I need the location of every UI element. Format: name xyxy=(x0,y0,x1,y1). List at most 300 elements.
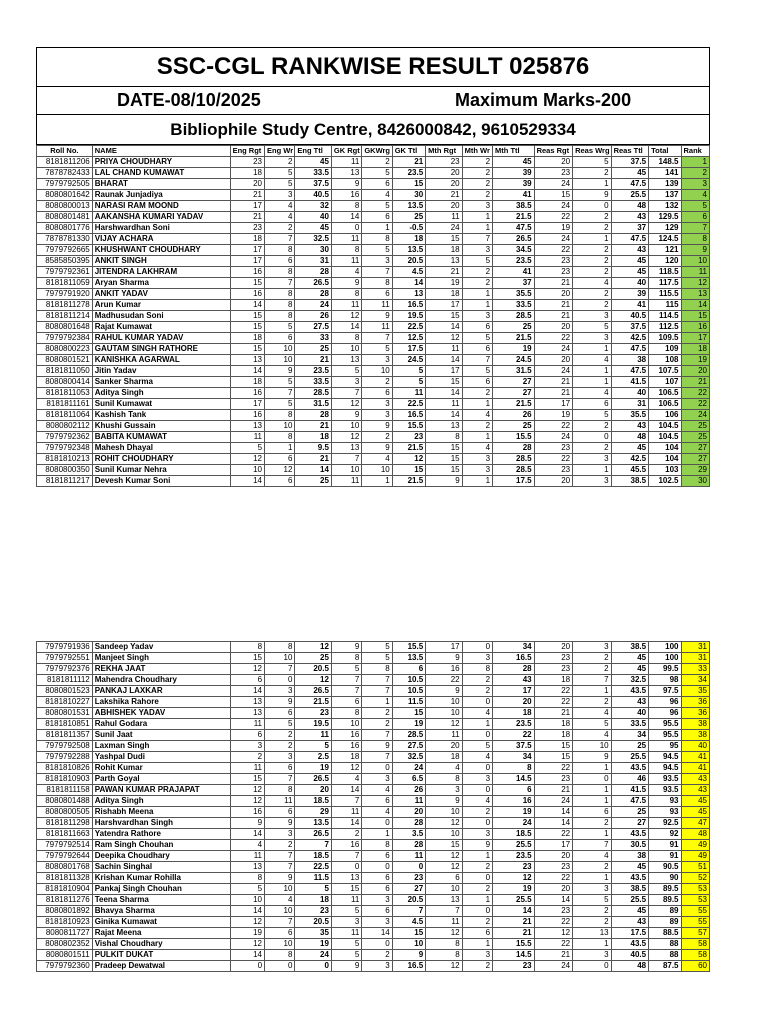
score-cell: 20.5 xyxy=(295,917,331,928)
score-cell: 3 xyxy=(462,653,492,664)
score-cell: 5 xyxy=(295,884,331,895)
score-cell: 89.5 xyxy=(649,895,681,906)
score-cell: 2 xyxy=(462,686,492,697)
score-cell: 7 xyxy=(265,851,295,862)
score-cell: 24.5 xyxy=(493,355,535,366)
roll-number-cell: 8080801642 xyxy=(37,190,93,201)
table-row xyxy=(37,961,710,972)
score-cell: 24 xyxy=(534,234,573,245)
score-cell: 7 xyxy=(426,906,462,917)
score-cell: 43.5 xyxy=(611,686,649,697)
score-cell: 8 xyxy=(265,432,295,443)
score-cell: 37 xyxy=(493,278,535,289)
score-cell: 24 xyxy=(534,796,573,807)
score-cell: 10 xyxy=(426,708,462,719)
score-cell: 104.5 xyxy=(649,432,681,443)
score-cell: 28 xyxy=(493,443,535,454)
rank-cell: 41 xyxy=(681,752,709,763)
score-cell: 3 xyxy=(362,399,392,410)
score-cell: 13 xyxy=(331,443,361,454)
score-cell: 16 xyxy=(230,267,264,278)
table-row xyxy=(37,399,710,410)
score-cell: 12 xyxy=(426,719,462,730)
score-cell: 48 xyxy=(611,201,649,212)
score-cell: 0 xyxy=(573,961,612,972)
roll-number-cell: 8080800013 xyxy=(37,201,93,212)
score-cell: 23.5 xyxy=(493,719,535,730)
score-cell: 2 xyxy=(362,377,392,388)
rank-cell: 43 xyxy=(681,785,709,796)
score-cell: 37.5 xyxy=(295,179,331,190)
score-cell: 3 xyxy=(265,686,295,697)
score-cell: 15.5 xyxy=(392,642,425,653)
score-cell: 3 xyxy=(362,895,392,906)
score-cell: 23.5 xyxy=(493,851,535,862)
score-cell: 21.5 xyxy=(493,399,535,410)
score-cell: 22 xyxy=(534,829,573,840)
score-cell: 1 xyxy=(362,829,392,840)
score-cell: 8 xyxy=(493,763,535,774)
score-cell: 14 xyxy=(426,322,462,333)
score-cell: 6 xyxy=(265,807,295,818)
rank-cell: 48 xyxy=(681,829,709,840)
table-row xyxy=(37,917,710,928)
score-cell: 10 xyxy=(331,465,361,476)
score-cell: 43 xyxy=(611,421,649,432)
rank-cell: 36 xyxy=(681,708,709,719)
score-cell: 24 xyxy=(392,763,425,774)
score-cell: 40.5 xyxy=(611,311,649,322)
score-cell: 43.5 xyxy=(611,763,649,774)
table-row xyxy=(37,840,710,851)
score-cell: 25 xyxy=(295,344,331,355)
score-cell: 33.5 xyxy=(295,168,331,179)
score-cell: 2 xyxy=(573,256,612,267)
table-row xyxy=(37,333,710,344)
score-cell: 16 xyxy=(331,190,361,201)
table-row xyxy=(37,300,710,311)
score-cell: 2 xyxy=(462,862,492,873)
score-cell: 22 xyxy=(534,212,573,223)
score-cell: 19.5 xyxy=(295,719,331,730)
score-cell: 7 xyxy=(265,917,295,928)
name-cell: Rahul Godara xyxy=(92,719,230,730)
score-cell: 5 xyxy=(462,366,492,377)
score-cell: 3 xyxy=(462,201,492,212)
score-cell: 16 xyxy=(331,730,361,741)
score-cell: 93 xyxy=(649,807,681,818)
roll-number-cell: 8181810826 xyxy=(37,763,93,774)
table-row xyxy=(37,201,710,212)
score-cell: 5 xyxy=(462,333,492,344)
score-cell: 2 xyxy=(573,267,612,278)
score-cell: 3 xyxy=(362,774,392,785)
rank-cell: 22 xyxy=(681,399,709,410)
score-cell: 8 xyxy=(265,950,295,961)
score-cell: 23 xyxy=(230,223,264,234)
score-cell: 5 xyxy=(331,939,361,950)
score-cell: 1 xyxy=(362,476,392,487)
score-cell: 4 xyxy=(265,212,295,223)
score-cell: 26.5 xyxy=(493,234,535,245)
score-cell: 7 xyxy=(362,267,392,278)
score-cell: 12 xyxy=(426,818,462,829)
score-cell: 6 xyxy=(362,873,392,884)
score-cell: 14 xyxy=(331,785,361,796)
rank-cell: 49 xyxy=(681,840,709,851)
score-cell: 12 xyxy=(230,939,264,950)
score-cell: 25 xyxy=(493,421,535,432)
rank-cell: 27 xyxy=(681,454,709,465)
result-sheet xyxy=(36,47,710,487)
roll-number-cell: 8181811276 xyxy=(37,895,93,906)
score-cell: 5 xyxy=(362,344,392,355)
score-cell: 7 xyxy=(331,851,361,862)
score-cell: 23 xyxy=(534,862,573,873)
score-cell: 11.5 xyxy=(392,697,425,708)
score-cell: 21 xyxy=(230,190,264,201)
score-cell: 8 xyxy=(230,873,264,884)
score-cell: 6 xyxy=(362,212,392,223)
name-cell: Vishal Choudhary xyxy=(92,939,230,950)
score-cell: 14.5 xyxy=(493,950,535,961)
score-cell: 16 xyxy=(230,807,264,818)
score-cell: 14 xyxy=(295,465,331,476)
score-cell: 8 xyxy=(331,653,361,664)
score-cell: 20.5 xyxy=(295,664,331,675)
score-cell: 7 xyxy=(331,796,361,807)
score-cell: 12 xyxy=(230,454,264,465)
score-cell: 47.5 xyxy=(611,179,649,190)
score-cell: 4 xyxy=(362,785,392,796)
rank-cell: 51 xyxy=(681,862,709,873)
score-cell: 45 xyxy=(611,168,649,179)
score-cell: 11 xyxy=(331,928,361,939)
score-cell: 87.5 xyxy=(649,961,681,972)
score-cell: 11 xyxy=(230,432,264,443)
score-cell: 3 xyxy=(573,311,612,322)
name-cell: PANKAJ LAXKAR xyxy=(92,686,230,697)
score-cell: 20 xyxy=(534,355,573,366)
rank-cell: 30 xyxy=(681,476,709,487)
score-cell: 40 xyxy=(611,278,649,289)
roll-number-cell: 8080801511 xyxy=(37,950,93,961)
name-cell: ROHIT CHOUDHARY xyxy=(92,454,230,465)
score-cell: 137 xyxy=(649,190,681,201)
score-cell: 20 xyxy=(534,157,573,168)
rank-cell: 17 xyxy=(681,333,709,344)
roll-number-cell: 8181811278 xyxy=(37,300,93,311)
score-cell: 98 xyxy=(649,675,681,686)
score-cell: 4.5 xyxy=(392,917,425,928)
score-cell: 23 xyxy=(534,774,573,785)
score-cell: 47.5 xyxy=(493,223,535,234)
rank-cell: 41 xyxy=(681,763,709,774)
score-cell: 12 xyxy=(295,642,331,653)
roll-number-cell: 7979792362 xyxy=(37,432,93,443)
score-cell: 13 xyxy=(426,895,462,906)
score-cell: 0 xyxy=(462,785,492,796)
score-cell: 1 xyxy=(462,399,492,410)
table-row xyxy=(37,829,710,840)
score-cell: 6 xyxy=(362,179,392,190)
name-cell: VIJAY ACHARA xyxy=(92,234,230,245)
score-cell: 4 xyxy=(462,443,492,454)
rank-cell: 29 xyxy=(681,465,709,476)
score-cell: 13 xyxy=(573,928,612,939)
score-cell: 27 xyxy=(493,388,535,399)
name-cell: KANISHKA AGARWAL xyxy=(92,355,230,366)
score-cell: 1 xyxy=(462,895,492,906)
rank-cell: 11 xyxy=(681,267,709,278)
roll-number-cell: 8181811161 xyxy=(37,399,93,410)
score-cell: 2 xyxy=(462,168,492,179)
table-row xyxy=(37,873,710,884)
score-cell: 9 xyxy=(230,818,264,829)
score-cell: 120 xyxy=(649,256,681,267)
score-cell: 4 xyxy=(573,708,612,719)
score-cell: 148.5 xyxy=(649,157,681,168)
score-cell: 21 xyxy=(534,785,573,796)
score-cell: 25 xyxy=(611,807,649,818)
score-cell: 22 xyxy=(493,730,535,741)
score-cell: 12 xyxy=(230,796,264,807)
score-cell: 45 xyxy=(611,906,649,917)
score-cell: 23 xyxy=(534,256,573,267)
score-cell: 19 xyxy=(493,807,535,818)
roll-number-cell: 8080800505 xyxy=(37,807,93,818)
roll-number-cell: 8585850395 xyxy=(37,256,93,267)
score-cell: 11 xyxy=(426,730,462,741)
score-cell: 13.5 xyxy=(392,245,425,256)
score-cell: 23 xyxy=(534,465,573,476)
score-cell: 7 xyxy=(265,388,295,399)
score-cell: 3 xyxy=(362,256,392,267)
name-cell: Rohit Kumar xyxy=(92,763,230,774)
score-cell: 2 xyxy=(362,432,392,443)
score-cell: 14 xyxy=(534,818,573,829)
name-cell: AAKANSHA KUMARI YADAV xyxy=(92,212,230,223)
rank-cell: 31 xyxy=(681,653,709,664)
rank-cell: 38 xyxy=(681,730,709,741)
score-cell: 12 xyxy=(331,399,361,410)
name-cell: PAWAN KUMAR PRAJAPAT xyxy=(92,785,230,796)
score-cell: 15 xyxy=(426,465,462,476)
score-cell: 4 xyxy=(462,708,492,719)
score-cell: 5 xyxy=(573,157,612,168)
roll-number-cell: 7979792384 xyxy=(37,333,93,344)
roll-number-cell: 8181811064 xyxy=(37,410,93,421)
score-cell: 13 xyxy=(331,355,361,366)
score-cell: 1 xyxy=(573,829,612,840)
score-cell: 11 xyxy=(331,256,361,267)
score-cell: 35 xyxy=(295,928,331,939)
score-cell: 6 xyxy=(573,807,612,818)
roll-number-cell: 7979792376 xyxy=(37,664,93,675)
score-cell: 117.5 xyxy=(649,278,681,289)
score-cell: 0 xyxy=(462,697,492,708)
roll-number-cell: 8181811059 xyxy=(37,278,93,289)
score-cell: 6 xyxy=(265,476,295,487)
score-cell: 3 xyxy=(426,785,462,796)
roll-number-cell: 8181810227 xyxy=(37,697,93,708)
score-cell: 12 xyxy=(493,873,535,884)
score-cell: 7 xyxy=(462,355,492,366)
name-cell: KHUSHWANT CHOUDHARY xyxy=(92,245,230,256)
score-cell: 93.5 xyxy=(649,785,681,796)
column-header: Reas Wrg xyxy=(573,146,612,157)
score-cell: 106.5 xyxy=(649,388,681,399)
score-cell: 35.5 xyxy=(611,410,649,421)
score-cell: 16 xyxy=(426,664,462,675)
rank-cell: 35 xyxy=(681,686,709,697)
score-cell: 1 xyxy=(573,234,612,245)
score-cell: 15 xyxy=(392,928,425,939)
table-row xyxy=(37,851,710,862)
score-cell: 46 xyxy=(611,774,649,785)
table-row xyxy=(37,664,710,675)
score-cell: 90.5 xyxy=(649,862,681,873)
score-cell: 34.5 xyxy=(493,245,535,256)
score-cell: 8 xyxy=(362,278,392,289)
column-header: Reas Ttl xyxy=(611,146,649,157)
score-cell: 3 xyxy=(573,884,612,895)
score-cell: 17 xyxy=(230,256,264,267)
score-cell: 7 xyxy=(573,675,612,686)
score-cell: 12 xyxy=(230,664,264,675)
score-cell: 129.5 xyxy=(649,212,681,223)
score-cell: 23 xyxy=(534,168,573,179)
score-cell: 10 xyxy=(426,884,462,895)
roll-number-cell: 8181811053 xyxy=(37,388,93,399)
score-cell: 24 xyxy=(534,961,573,972)
score-cell: 25 xyxy=(295,653,331,664)
score-cell: 6 xyxy=(265,333,295,344)
score-cell: 2 xyxy=(573,664,612,675)
score-cell: 11 xyxy=(331,300,361,311)
score-cell: 45 xyxy=(611,267,649,278)
score-cell: 5 xyxy=(331,664,361,675)
score-cell: 1 xyxy=(462,289,492,300)
score-cell: 6 xyxy=(462,322,492,333)
rank-cell: 3 xyxy=(681,179,709,190)
table-row xyxy=(37,245,710,256)
score-cell: 18 xyxy=(426,289,462,300)
name-cell: Laxman Singh xyxy=(92,741,230,752)
score-cell: 14.5 xyxy=(493,774,535,785)
score-cell: 11.5 xyxy=(295,873,331,884)
roll-number-cell: 7979791936 xyxy=(37,642,93,653)
score-cell: 1 xyxy=(462,719,492,730)
score-cell: 8 xyxy=(426,950,462,961)
score-cell: 2 xyxy=(573,300,612,311)
score-cell: 11 xyxy=(230,851,264,862)
score-cell: 5 xyxy=(265,168,295,179)
score-cell: 45 xyxy=(611,664,649,675)
score-cell: 20 xyxy=(534,851,573,862)
rank-cell: 53 xyxy=(681,895,709,906)
score-cell: 1 xyxy=(362,223,392,234)
score-cell: 1 xyxy=(573,377,612,388)
name-cell: Sachin Singhal xyxy=(92,862,230,873)
name-cell: GAUTAM SINGH RATHORE xyxy=(92,344,230,355)
score-cell: 9 xyxy=(331,179,361,190)
score-cell: 2 xyxy=(573,245,612,256)
score-cell: 14 xyxy=(230,686,264,697)
score-cell: 11 xyxy=(331,157,361,168)
name-cell: Raunak Junjadiya xyxy=(92,190,230,201)
score-cell: 22 xyxy=(534,245,573,256)
name-cell: Yatendra Rathore xyxy=(92,829,230,840)
score-cell: 19.5 xyxy=(392,311,425,322)
score-cell: 25 xyxy=(392,212,425,223)
table-row xyxy=(37,454,710,465)
score-cell: 6 xyxy=(230,730,264,741)
column-header: GK Ttl xyxy=(392,146,425,157)
column-header: Mth Rgt xyxy=(426,146,462,157)
score-cell: 19 xyxy=(534,223,573,234)
score-cell: 41.5 xyxy=(611,785,649,796)
score-cell: 0 xyxy=(265,961,295,972)
score-cell: 15.5 xyxy=(493,432,535,443)
score-cell: 12 xyxy=(426,862,462,873)
score-cell: 2 xyxy=(462,884,492,895)
score-cell: 1 xyxy=(573,939,612,950)
score-cell: 132 xyxy=(649,201,681,212)
rank-cell: 45 xyxy=(681,796,709,807)
name-cell: Aditya Singh xyxy=(92,388,230,399)
name-cell: Rajat Meena xyxy=(92,928,230,939)
score-cell: 22 xyxy=(534,421,573,432)
score-cell: 0 xyxy=(362,862,392,873)
score-cell: 6 xyxy=(462,344,492,355)
score-cell: 0 xyxy=(362,818,392,829)
table-row xyxy=(37,366,710,377)
score-cell: 24 xyxy=(295,950,331,961)
score-cell: 2 xyxy=(462,807,492,818)
score-cell: 19 xyxy=(230,928,264,939)
score-cell: 6 xyxy=(331,697,361,708)
score-cell: 18 xyxy=(534,730,573,741)
name-cell: Mahesh Dhayal xyxy=(92,443,230,454)
rank-cell: 55 xyxy=(681,906,709,917)
score-cell: 25 xyxy=(493,322,535,333)
score-cell: 7 xyxy=(331,388,361,399)
score-cell: 6 xyxy=(265,454,295,465)
name-cell: ABHISHEK YADAV xyxy=(92,708,230,719)
name-cell: Sandeep Yadav xyxy=(92,642,230,653)
table-row xyxy=(37,895,710,906)
score-cell: 23 xyxy=(230,157,264,168)
name-cell: Teena Sharma xyxy=(92,895,230,906)
score-cell: 12 xyxy=(426,333,462,344)
score-cell: 31.5 xyxy=(493,366,535,377)
score-cell: 10 xyxy=(362,366,392,377)
table-row xyxy=(37,906,710,917)
score-cell: 8 xyxy=(331,289,361,300)
score-cell: 12 xyxy=(426,961,462,972)
score-cell: 9 xyxy=(392,950,425,961)
score-cell: 10.5 xyxy=(392,675,425,686)
score-cell: 1 xyxy=(462,300,492,311)
score-cell: 37.5 xyxy=(611,322,649,333)
score-cell: 6 xyxy=(462,377,492,388)
score-cell: 91 xyxy=(649,851,681,862)
rank-cell: 13 xyxy=(681,289,709,300)
rank-cell: 25 xyxy=(681,432,709,443)
score-cell: 10 xyxy=(331,719,361,730)
score-cell: 1 xyxy=(573,873,612,884)
